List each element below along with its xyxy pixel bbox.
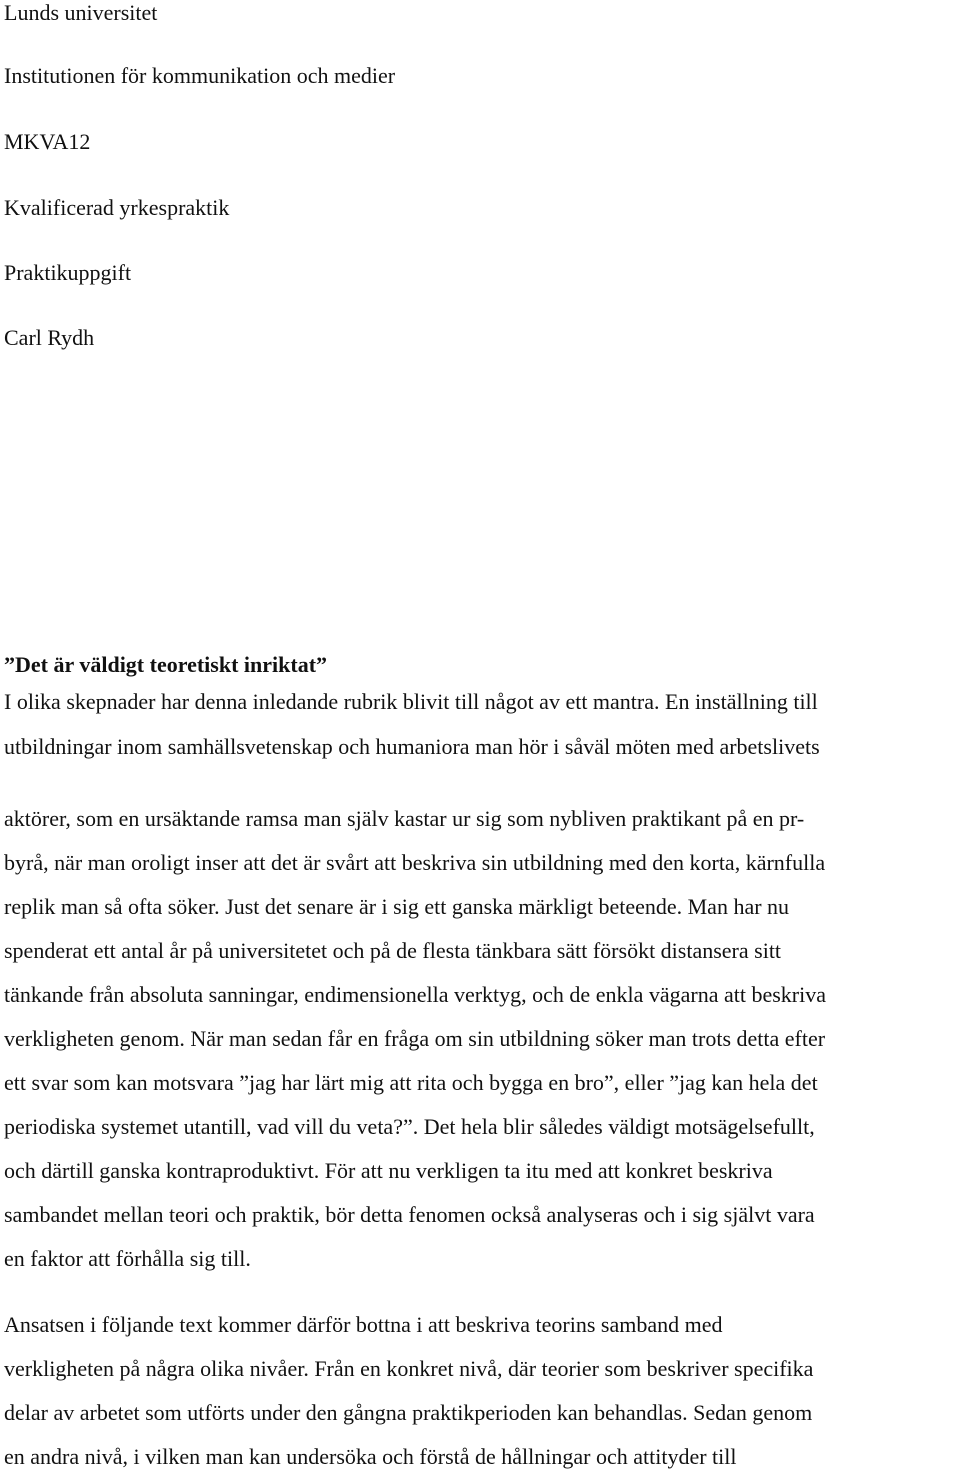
course-name: Kvalificerad yrkespraktik	[4, 195, 230, 220]
paragraph-1-line: byrå, när man oroligt inser att det är svårt att beskriva sin utbildning med den korta, kärnfulla	[4, 850, 826, 875]
paragraph-1-line: I olika skepnader har denna inledande rubrik blivit till något av ett mantra. En inställning till	[4, 689, 818, 714]
paragraph-1-line: en faktor att förhålla sig till.	[4, 1246, 251, 1271]
paragraph-2-line: delar av arbetet som utförts under den gångna praktikperioden kan behandlas. Sedan genom	[4, 1400, 813, 1425]
paragraph-1-line: och därtill ganska kontraproduktivt. För att nu verkligen ta itu med att konkret beskriva	[4, 1158, 773, 1183]
paragraph-2-line: verkligheten på några olika nivåer. Från en konkret nivå, där teorier som beskriver specifika	[4, 1356, 814, 1381]
department-name: Institutionen för kommunikation och medier	[4, 63, 396, 88]
paragraph-2-line: en andra nivå, i vilken man kan undersöka och förstå de hållningar och attityder till	[4, 1444, 737, 1469]
paragraph-1-line: sambandet mellan teori och praktik, bör detta fenomen också analyseras och i sig självt vara	[4, 1202, 815, 1227]
section-heading: ”Det är väldigt teoretiskt inriktat”	[4, 652, 328, 677]
paragraph-2-line: Ansatsen i följande text kommer därför bottna i att beskriva teorins samband med	[4, 1312, 723, 1337]
paragraph-1-line: periodiska systemet utantill, vad vill du veta?”. Det hela blir således väldigt motsägelsefullt,	[4, 1114, 815, 1139]
assignment-title: Praktikuppgift	[4, 260, 132, 285]
paragraph-1-line: spenderat ett antal år på universitetet och på de flesta tänkbara sätt försökt distansera sitt	[4, 938, 782, 963]
paragraph-1-line: verkligheten genom. När man sedan får en fråga om sin utbildning söker man trots detta efter	[4, 1026, 826, 1051]
paragraph-1-line: tänkande från absoluta sanningar, endimensionella verktyg, och de enkla vägarna att beskriva	[4, 982, 826, 1007]
paragraph-1-line: replik man så ofta söker. Just det senare är i sig ett ganska märkligt beteende. Man har nu	[4, 894, 790, 919]
course-code: MKVA12	[4, 129, 91, 154]
author-name: Carl Rydh	[4, 325, 95, 350]
paragraph-1-line: aktörer, som en ursäktande ramsa man själv kastar ur sig som nybliven praktikant på en pr-	[4, 806, 805, 831]
paragraph-1-line: utbildningar inom samhällsvetenskap och humaniora man hör i såväl möten med arbetslivets	[4, 734, 820, 759]
university-name: Lunds universitet	[4, 0, 158, 25]
paragraph-1-line: ett svar som kan motsvara ”jag har lärt mig att rita och bygga en bro”, eller ”jag kan hela det	[4, 1070, 818, 1095]
